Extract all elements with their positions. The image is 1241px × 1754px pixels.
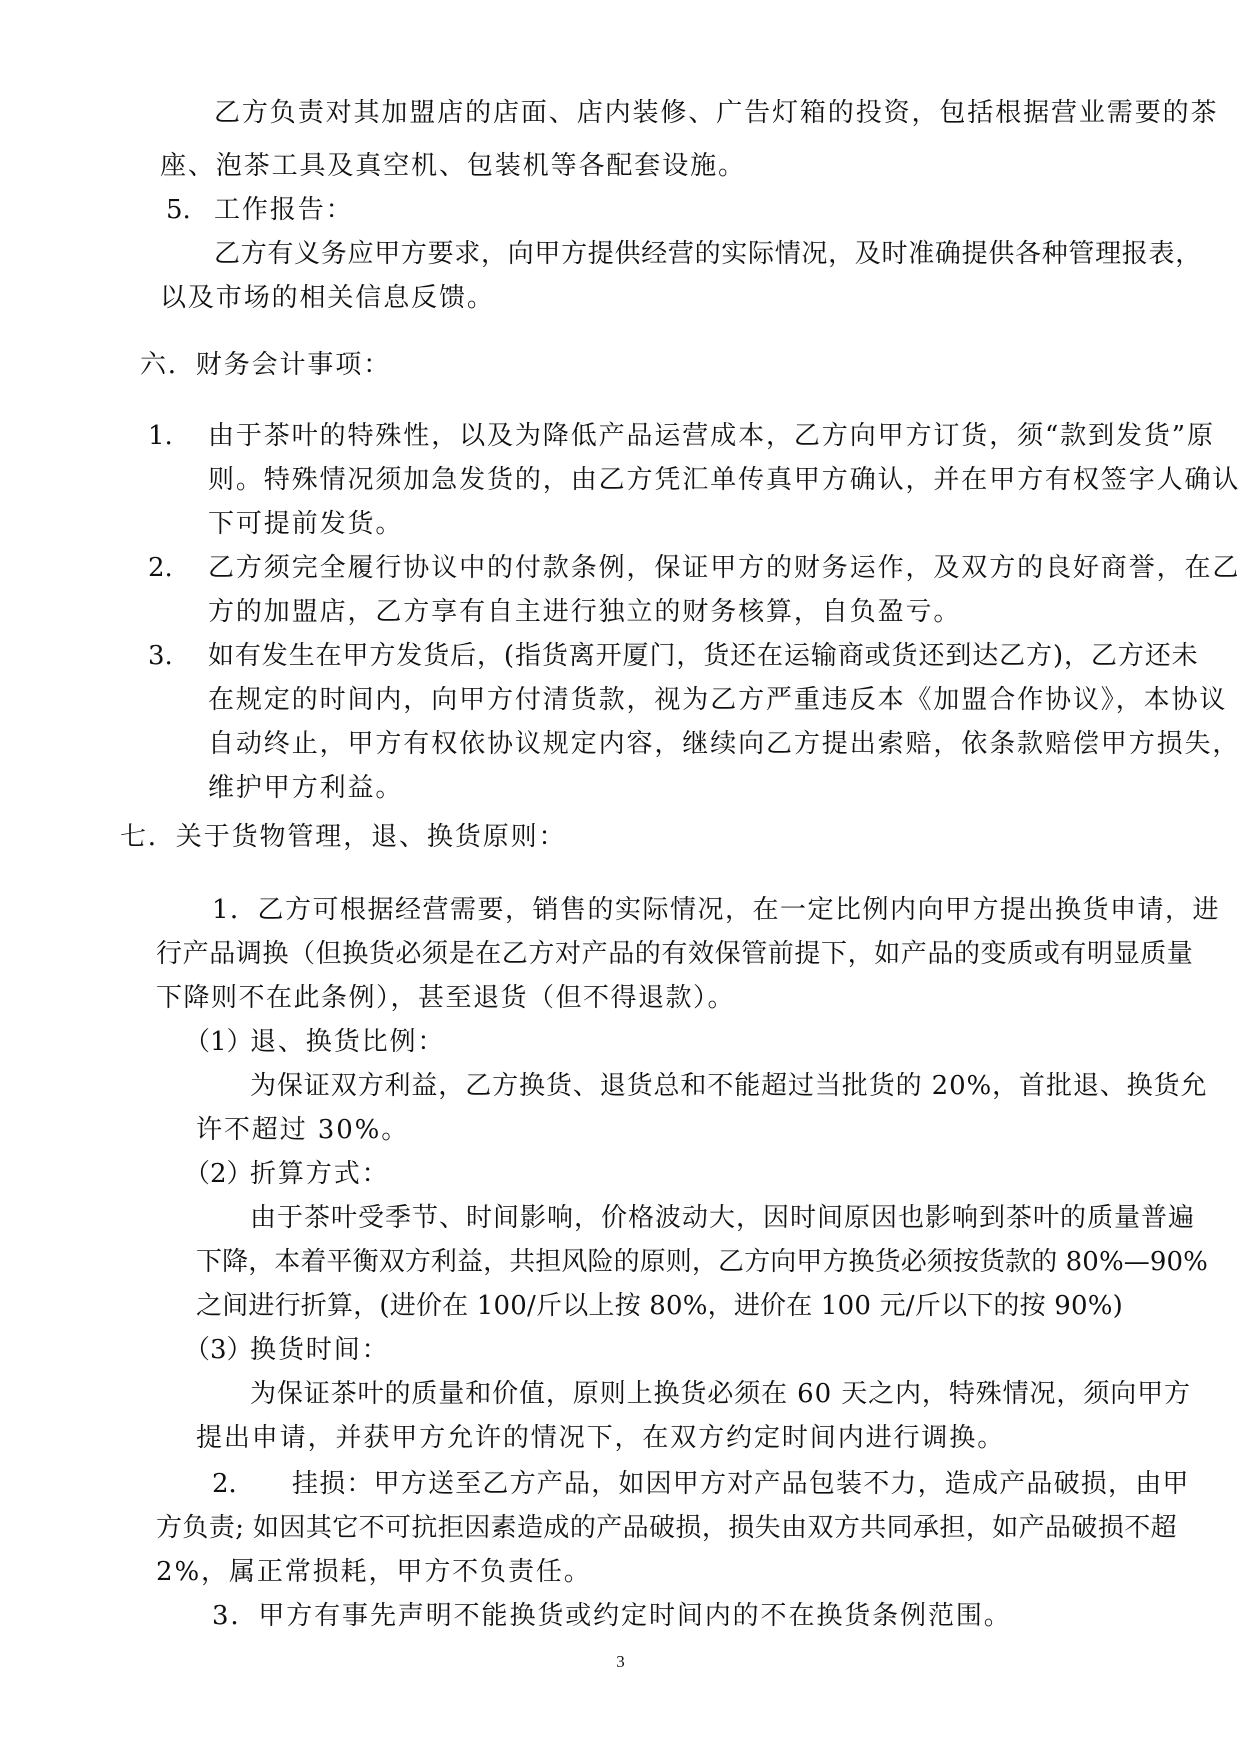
- list-item-line: 下可提前发货。: [208, 509, 404, 539]
- subsection-title: 换货时间：: [250, 1335, 390, 1365]
- list-item-line: 则。特殊情况须加急发货的，由乙方凭汇单传真甲方确认，并在甲方有权签字人确认: [208, 465, 1241, 495]
- page-number: 3: [616, 1652, 625, 1671]
- list-item-line: 乙方须完全履行协议中的付款条例，保证甲方的财务运作，及双方的良好商誉，在乙: [208, 553, 1241, 583]
- paragraph-line: 乙方有义务应甲方要求，向甲方提供经营的实际情况，及时准确提供各种管理报表，: [214, 239, 1202, 269]
- paragraph-line: 乙方负责对其加盟店的店面、店内装修、广告灯箱的投资，包括根据营业需要的茶: [214, 98, 1219, 128]
- item-title: 工作报告：: [214, 195, 354, 225]
- list-item-line: 维护甲方利益。: [208, 773, 404, 803]
- paragraph-line: 下降则不在此条例），甚至退货（但不得退款）。: [156, 983, 736, 1013]
- paragraph-line: 2%，属正常损耗，甲方不负责任。: [156, 1557, 592, 1587]
- list-item-line: 自动终止，甲方有权依协议规定内容，继续向乙方提出索赔，依条款赔偿甲方损失，: [208, 729, 1241, 759]
- subsection-number: （2）: [184, 1159, 253, 1189]
- paragraph-line: 3．甲方有事先声明不能换货或约定时间内的不在换货条例范围。: [212, 1601, 1012, 1631]
- paragraph-line: 由于茶叶受季节、时间影响，价格波动大，因时间原因也影响到茶叶的质量普遍: [250, 1203, 1196, 1233]
- item-number: 5.: [166, 195, 191, 225]
- paragraph-line: 1．乙方可根据经营需要，销售的实际情况，在一定比例内向甲方提出换货申请，进: [212, 895, 1221, 925]
- paragraph-line: 为保证茶叶的质量和价值，原则上换货必须在 60 天之内，特殊情况，须向甲方: [250, 1379, 1191, 1409]
- list-item-number: 3.: [148, 641, 173, 671]
- subsection-number: （3）: [184, 1335, 253, 1365]
- list-item-line: 在规定的时间内，向甲方付清货款，视为乙方严重违反本《加盟合作协议》，本协议: [208, 685, 1228, 715]
- subsection-title: 退、换货比例：: [250, 1027, 446, 1057]
- list-item-line: 方的加盟店，乙方享有自主进行独立的财务核算，自负盈亏。: [208, 597, 962, 627]
- paragraph-line: 行产品调换（但换货必须是在乙方对产品的有效保管前提下，如产品的变质或有明显质量: [156, 939, 1194, 969]
- section-heading: 七．关于货物管理，退、换货原则：: [120, 822, 567, 852]
- paragraph-number: 2．: [212, 1469, 255, 1499]
- section-heading: 六．财务会计事项：: [140, 350, 392, 380]
- paragraph-line: 挂损：甲方送至乙方产品，如因甲方对产品包装不力，造成产品破损，由甲: [292, 1469, 1190, 1499]
- paragraph-line: 提出申请，并获甲方允许的情况下，在双方约定时间内进行调换。: [196, 1423, 1006, 1453]
- paragraph-line: 方负责; 如因其它不可抗拒因素造成的产品破损，损失由双方共同承担，如产品破损不超: [156, 1513, 1178, 1543]
- subsection-title: 折算方式：: [250, 1159, 390, 1189]
- paragraph-line: 之间进行折算，(进价在 100/斤以上按 80%，进价在 100 元/斤以下的按 90%): [196, 1291, 1123, 1321]
- paragraph-line: 以及市场的相关信息反馈。: [160, 283, 495, 313]
- paragraph-line: 座、泡茶工具及真空机、包装机等各配套设施。: [160, 151, 746, 181]
- list-item-number: 2.: [148, 553, 173, 583]
- paragraph-line: 为保证双方利益，乙方换货、退货总和不能超过当批货的 20%，首批退、换货允: [250, 1071, 1208, 1101]
- subsection-number: （1）: [184, 1027, 253, 1057]
- list-item-line: 如有发生在甲方发货后，(指货离开厦门，货还在运输商或货还到达乙方)，乙方还未: [208, 641, 1199, 671]
- list-item-number: 1.: [148, 421, 173, 451]
- paragraph-line: 下降，本着平衡双方利益，共担风险的原则，乙方向甲方换货必须按货款的 80%—90%: [196, 1247, 1208, 1277]
- list-item-line: 由于茶叶的特殊性，以及为降低产品运营成本，乙方向甲方订货，须“款到发货”原: [208, 421, 1215, 451]
- paragraph-line: 许不超过 30%。: [196, 1115, 410, 1145]
